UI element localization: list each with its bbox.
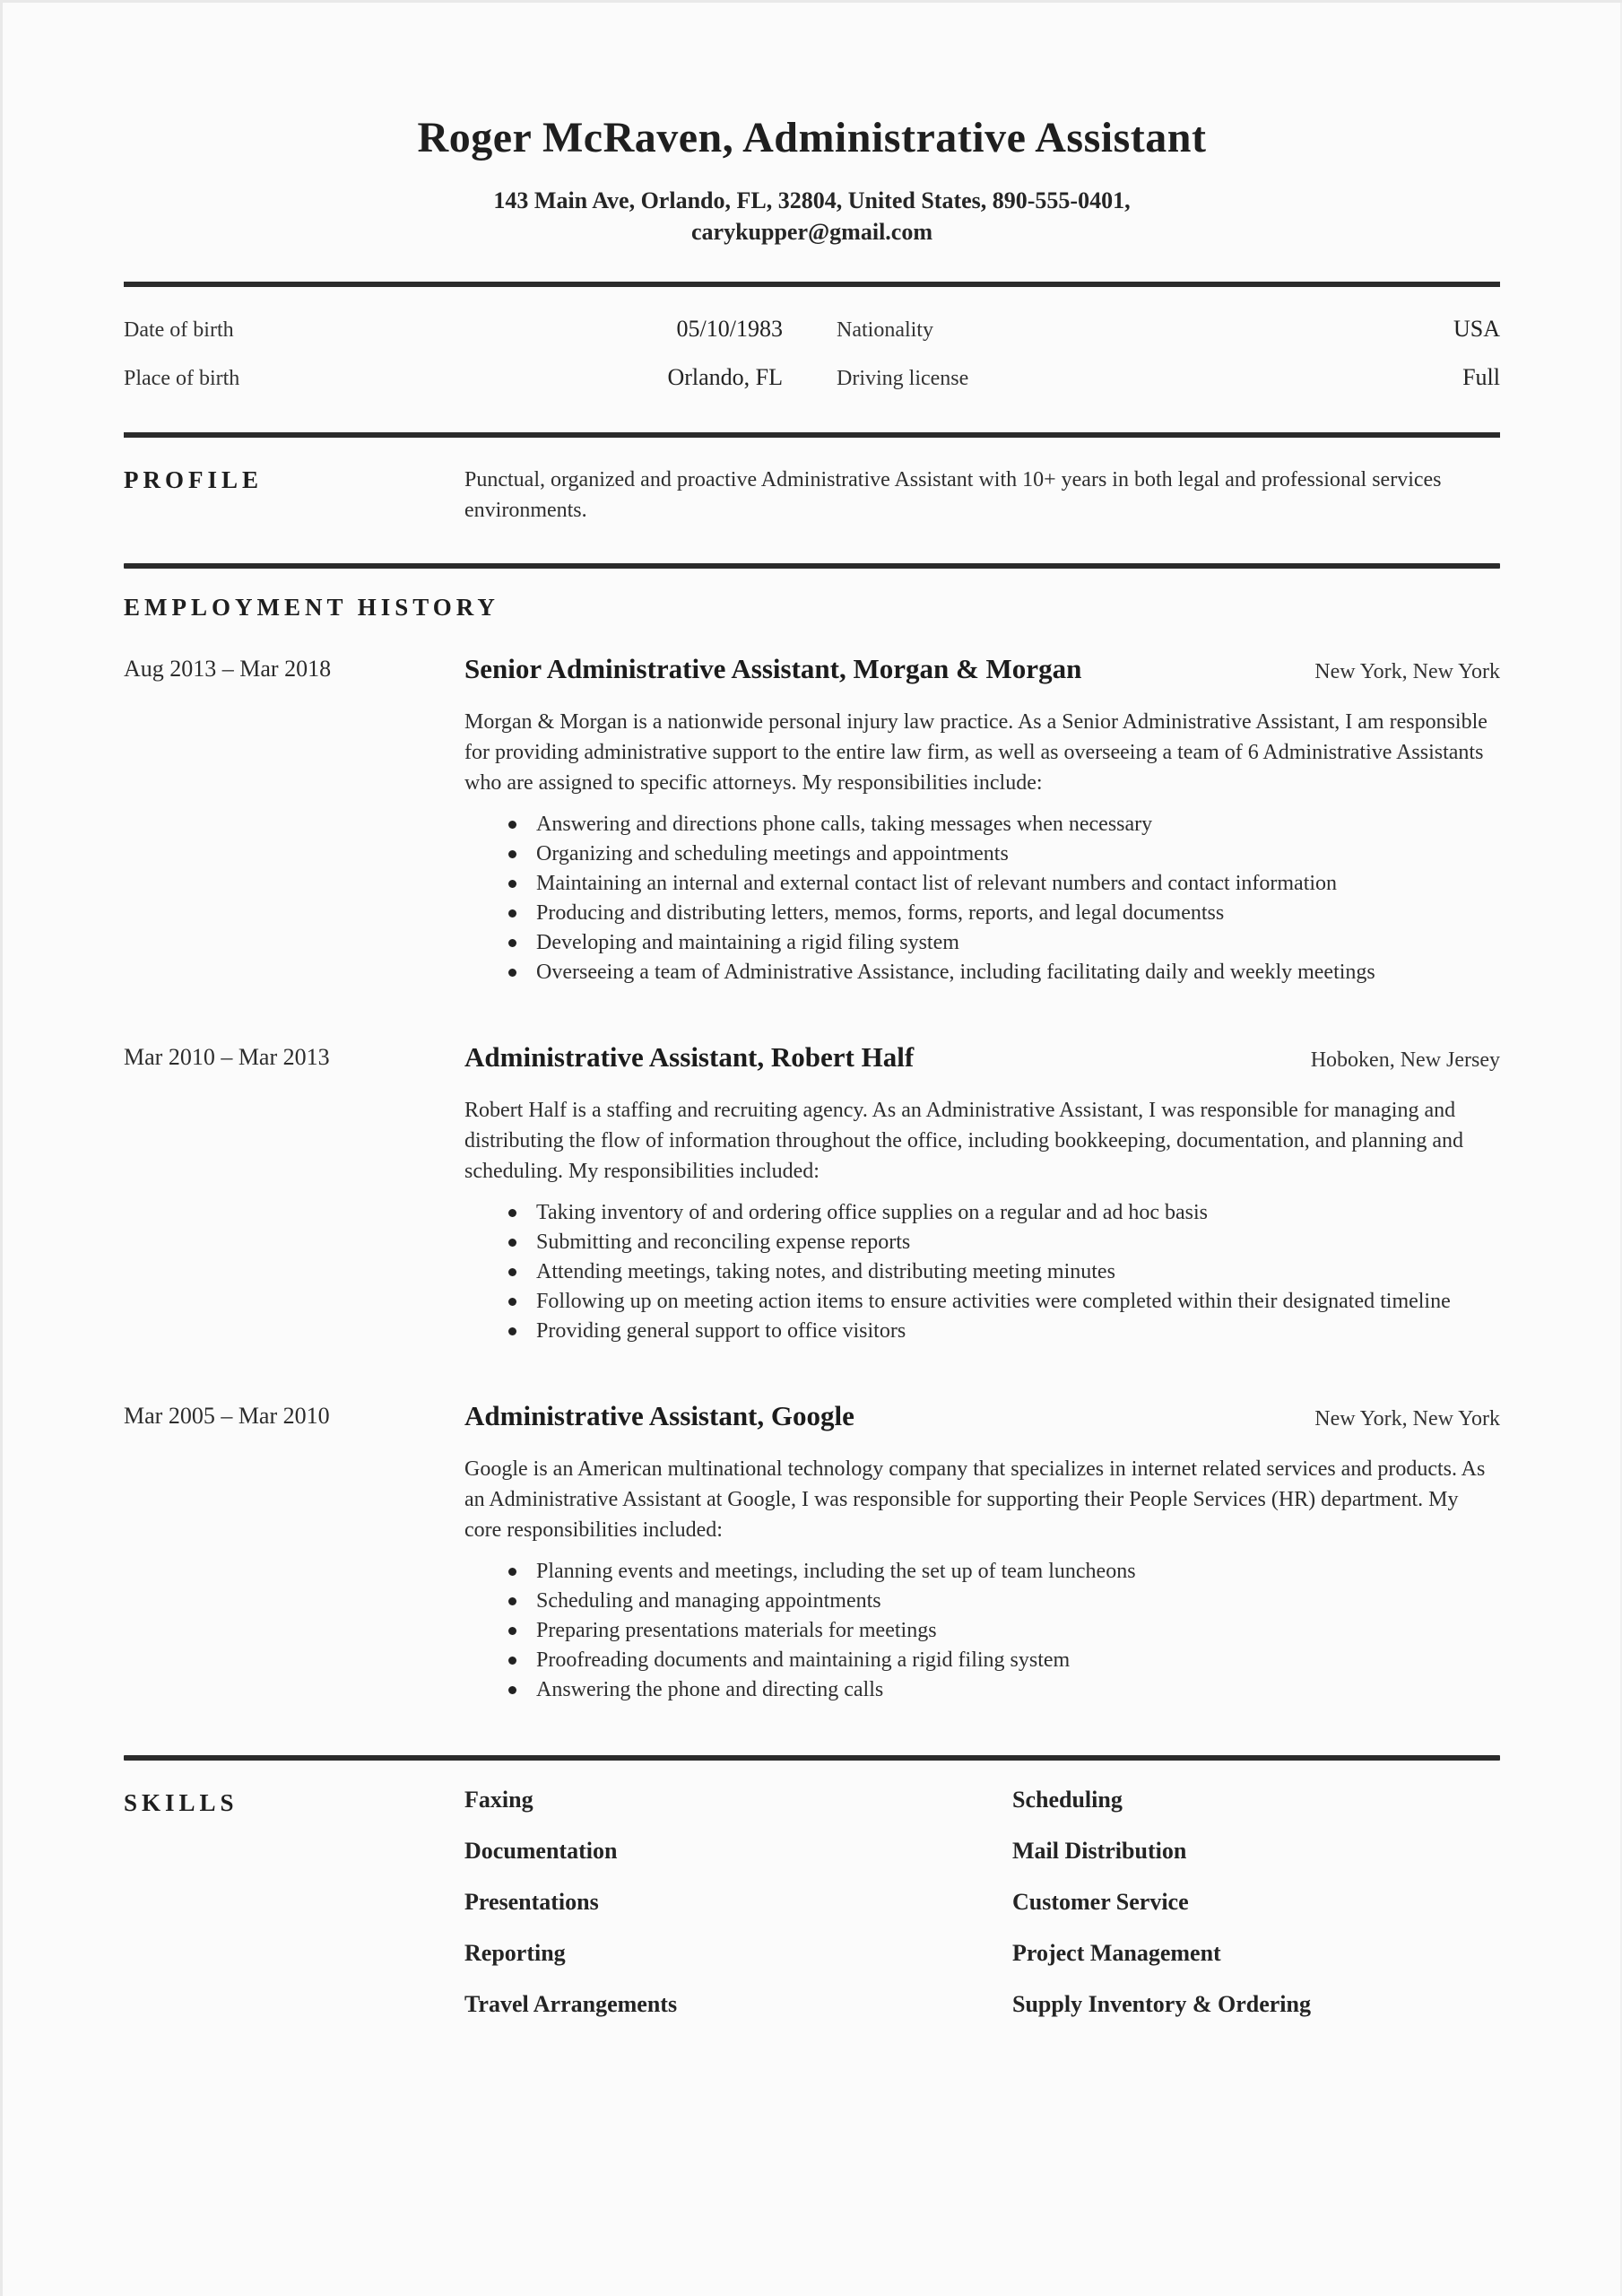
list-item: Taking inventory of and ordering office supplies on a regular and ad hoc basis <box>507 1198 1500 1228</box>
profile-section <box>124 465 1500 526</box>
detail-label-nationality: Nationality <box>837 318 933 342</box>
detail-value-place-of-birth: Orlando, FL <box>667 364 783 390</box>
detail-value-driving-license: Full <box>1462 364 1500 390</box>
detail-label-driving-license: Driving license <box>837 367 969 390</box>
job-entry-robert-half <box>124 1041 1500 1346</box>
personal-details-section <box>124 282 1500 438</box>
skills-section-heading: SKILLS <box>124 1789 239 1816</box>
job-details-column <box>464 1400 1500 1705</box>
profile-section-heading: PROFILE <box>124 466 264 493</box>
list-item: Overseeing a team of Administrative Assistance, including facilitating daily and weekly meetings <box>507 958 1500 987</box>
job-dates-column <box>124 1041 464 1074</box>
job-details-column <box>464 653 1500 987</box>
job-details-column <box>464 1041 1500 1346</box>
job-header-row <box>464 1400 1500 1432</box>
skills-columns <box>464 1787 1500 2043</box>
skill-item: Faxing <box>464 1787 533 1813</box>
job-entry-morgan-and-morgan <box>124 653 1500 987</box>
job-header-row <box>464 1041 1500 1074</box>
list-item: Developing and maintaining a rigid filing system <box>507 928 1500 958</box>
skill-item: Presentations <box>464 1889 599 1915</box>
list-item: Submitting and reconciling expense reports <box>507 1228 1500 1257</box>
job-title: Senior Administrative Assistant, Morgan & Morgan <box>464 653 1082 684</box>
skills-column-2 <box>1012 1787 1500 2043</box>
job-title: Administrative Assistant, Robert Half <box>464 1041 915 1073</box>
job-dates-column <box>124 653 464 685</box>
skill-item: Documentation <box>464 1838 618 1864</box>
list-item: Scheduling and managing appointments <box>507 1587 1500 1616</box>
list-item: Maintaining an internal and external contact list of relevant numbers and contact information <box>507 869 1500 899</box>
profile-summary-text: Punctual, organized and proactive Administrative Assistant with 10+ years in both legal and professional services environments. <box>464 468 1442 522</box>
job-header-row <box>464 653 1500 685</box>
employment-history-heading: EMPLOYMENT HISTORY <box>124 594 499 621</box>
job-description: Google is an American multinational technology company that specializes in internet related services and products. As an Administrative Assistant at Google, I was responsible for supporting their People Services (HR) department. My core responsibilities included: <box>464 1457 1486 1542</box>
job-description: Robert Half is a staffing and recruiting agency. As an Administrative Assistant, I was responsible for managing and distributing the flow of information throughout the office, including bookkeeping, documentation, and planning and scheduling. My responsibilities included: <box>464 1099 1464 1183</box>
contact-address-line: 143 Main Ave, Orlando, FL, 32804, United States, 890-555-0401, <box>493 187 1131 213</box>
skill-item: Mail Distribution <box>1012 1838 1187 1864</box>
profile-heading-column <box>124 465 464 493</box>
job-location: Hoboken, New Jersey <box>1310 1048 1500 1072</box>
list-item: Proofreading documents and maintaining a rigid filing system <box>507 1646 1500 1675</box>
employment-history-section <box>124 592 1500 1705</box>
job-dates-column <box>124 1400 464 1432</box>
profile-body-column <box>464 465 1500 526</box>
job-title: Administrative Assistant, Google <box>464 1400 854 1431</box>
detail-label-place-of-birth: Place of birth <box>124 367 240 390</box>
list-item: Planning events and meetings, including the set up of team luncheons <box>507 1557 1500 1587</box>
job-date-range: Mar 2005 – Mar 2010 <box>124 1403 330 1429</box>
list-item: Producing and distributing letters, memos, forms, reports, and legal documentss <box>507 899 1500 928</box>
job-entry-google <box>124 1400 1500 1705</box>
resume-header <box>124 113 1500 248</box>
job-date-range: Aug 2013 – Mar 2018 <box>124 656 332 682</box>
skills-section <box>124 1787 1500 2043</box>
contact-email: carykupper@gmail.com <box>691 219 932 245</box>
job-description: Morgan & Morgan is a nationwide personal injury law practice. As a Senior Administrative Assistant, I am responsible for providing administrative support to the entire law firm, as well as overseeing a team of 6 Administrative Assistants who are assigned to specific attorneys. My responsibilities include: <box>464 710 1488 795</box>
job-responsibilities-list <box>464 1198 1500 1346</box>
job-responsibilities-list <box>464 810 1500 987</box>
list-item: Organizing and scheduling meetings and appointments <box>507 839 1500 869</box>
skill-item: Reporting <box>464 1940 566 1966</box>
skill-item: Supply Inventory & Ordering <box>1012 1991 1311 2017</box>
job-responsibilities-list <box>464 1557 1500 1705</box>
skills-heading-column <box>124 1787 464 1816</box>
list-item: Preparing presentations materials for meetings <box>507 1616 1500 1646</box>
list-item: Attending meetings, taking notes, and distributing meeting minutes <box>507 1257 1500 1287</box>
section-divider <box>124 563 1500 569</box>
list-item: Answering the phone and directing calls <box>507 1675 1500 1705</box>
detail-value-date-of-birth: 05/10/1983 <box>676 316 783 342</box>
contact-block <box>124 185 1500 248</box>
skill-item: Customer Service <box>1012 1889 1189 1915</box>
job-date-range: Mar 2010 – Mar 2013 <box>124 1044 330 1070</box>
person-name-title: Roger McRaven, Administrative Assistant <box>417 114 1207 161</box>
job-location: New York, New York <box>1314 1407 1500 1431</box>
list-item: Providing general support to office visitors <box>507 1317 1500 1346</box>
section-divider <box>124 1755 1500 1761</box>
skill-item: Travel Arrangements <box>464 1991 678 2017</box>
list-item: Answering and directions phone calls, taking messages when necessary <box>507 810 1500 839</box>
job-location: New York, New York <box>1314 660 1500 683</box>
detail-label-date-of-birth: Date of birth <box>124 318 234 342</box>
skills-column-1 <box>464 1787 1012 2043</box>
skill-item: Scheduling <box>1012 1787 1123 1813</box>
list-item: Following up on meeting action items to ensure activities were completed within their designated timeline <box>507 1287 1500 1317</box>
detail-value-nationality: USA <box>1453 316 1500 342</box>
skill-item: Project Management <box>1012 1940 1221 1966</box>
